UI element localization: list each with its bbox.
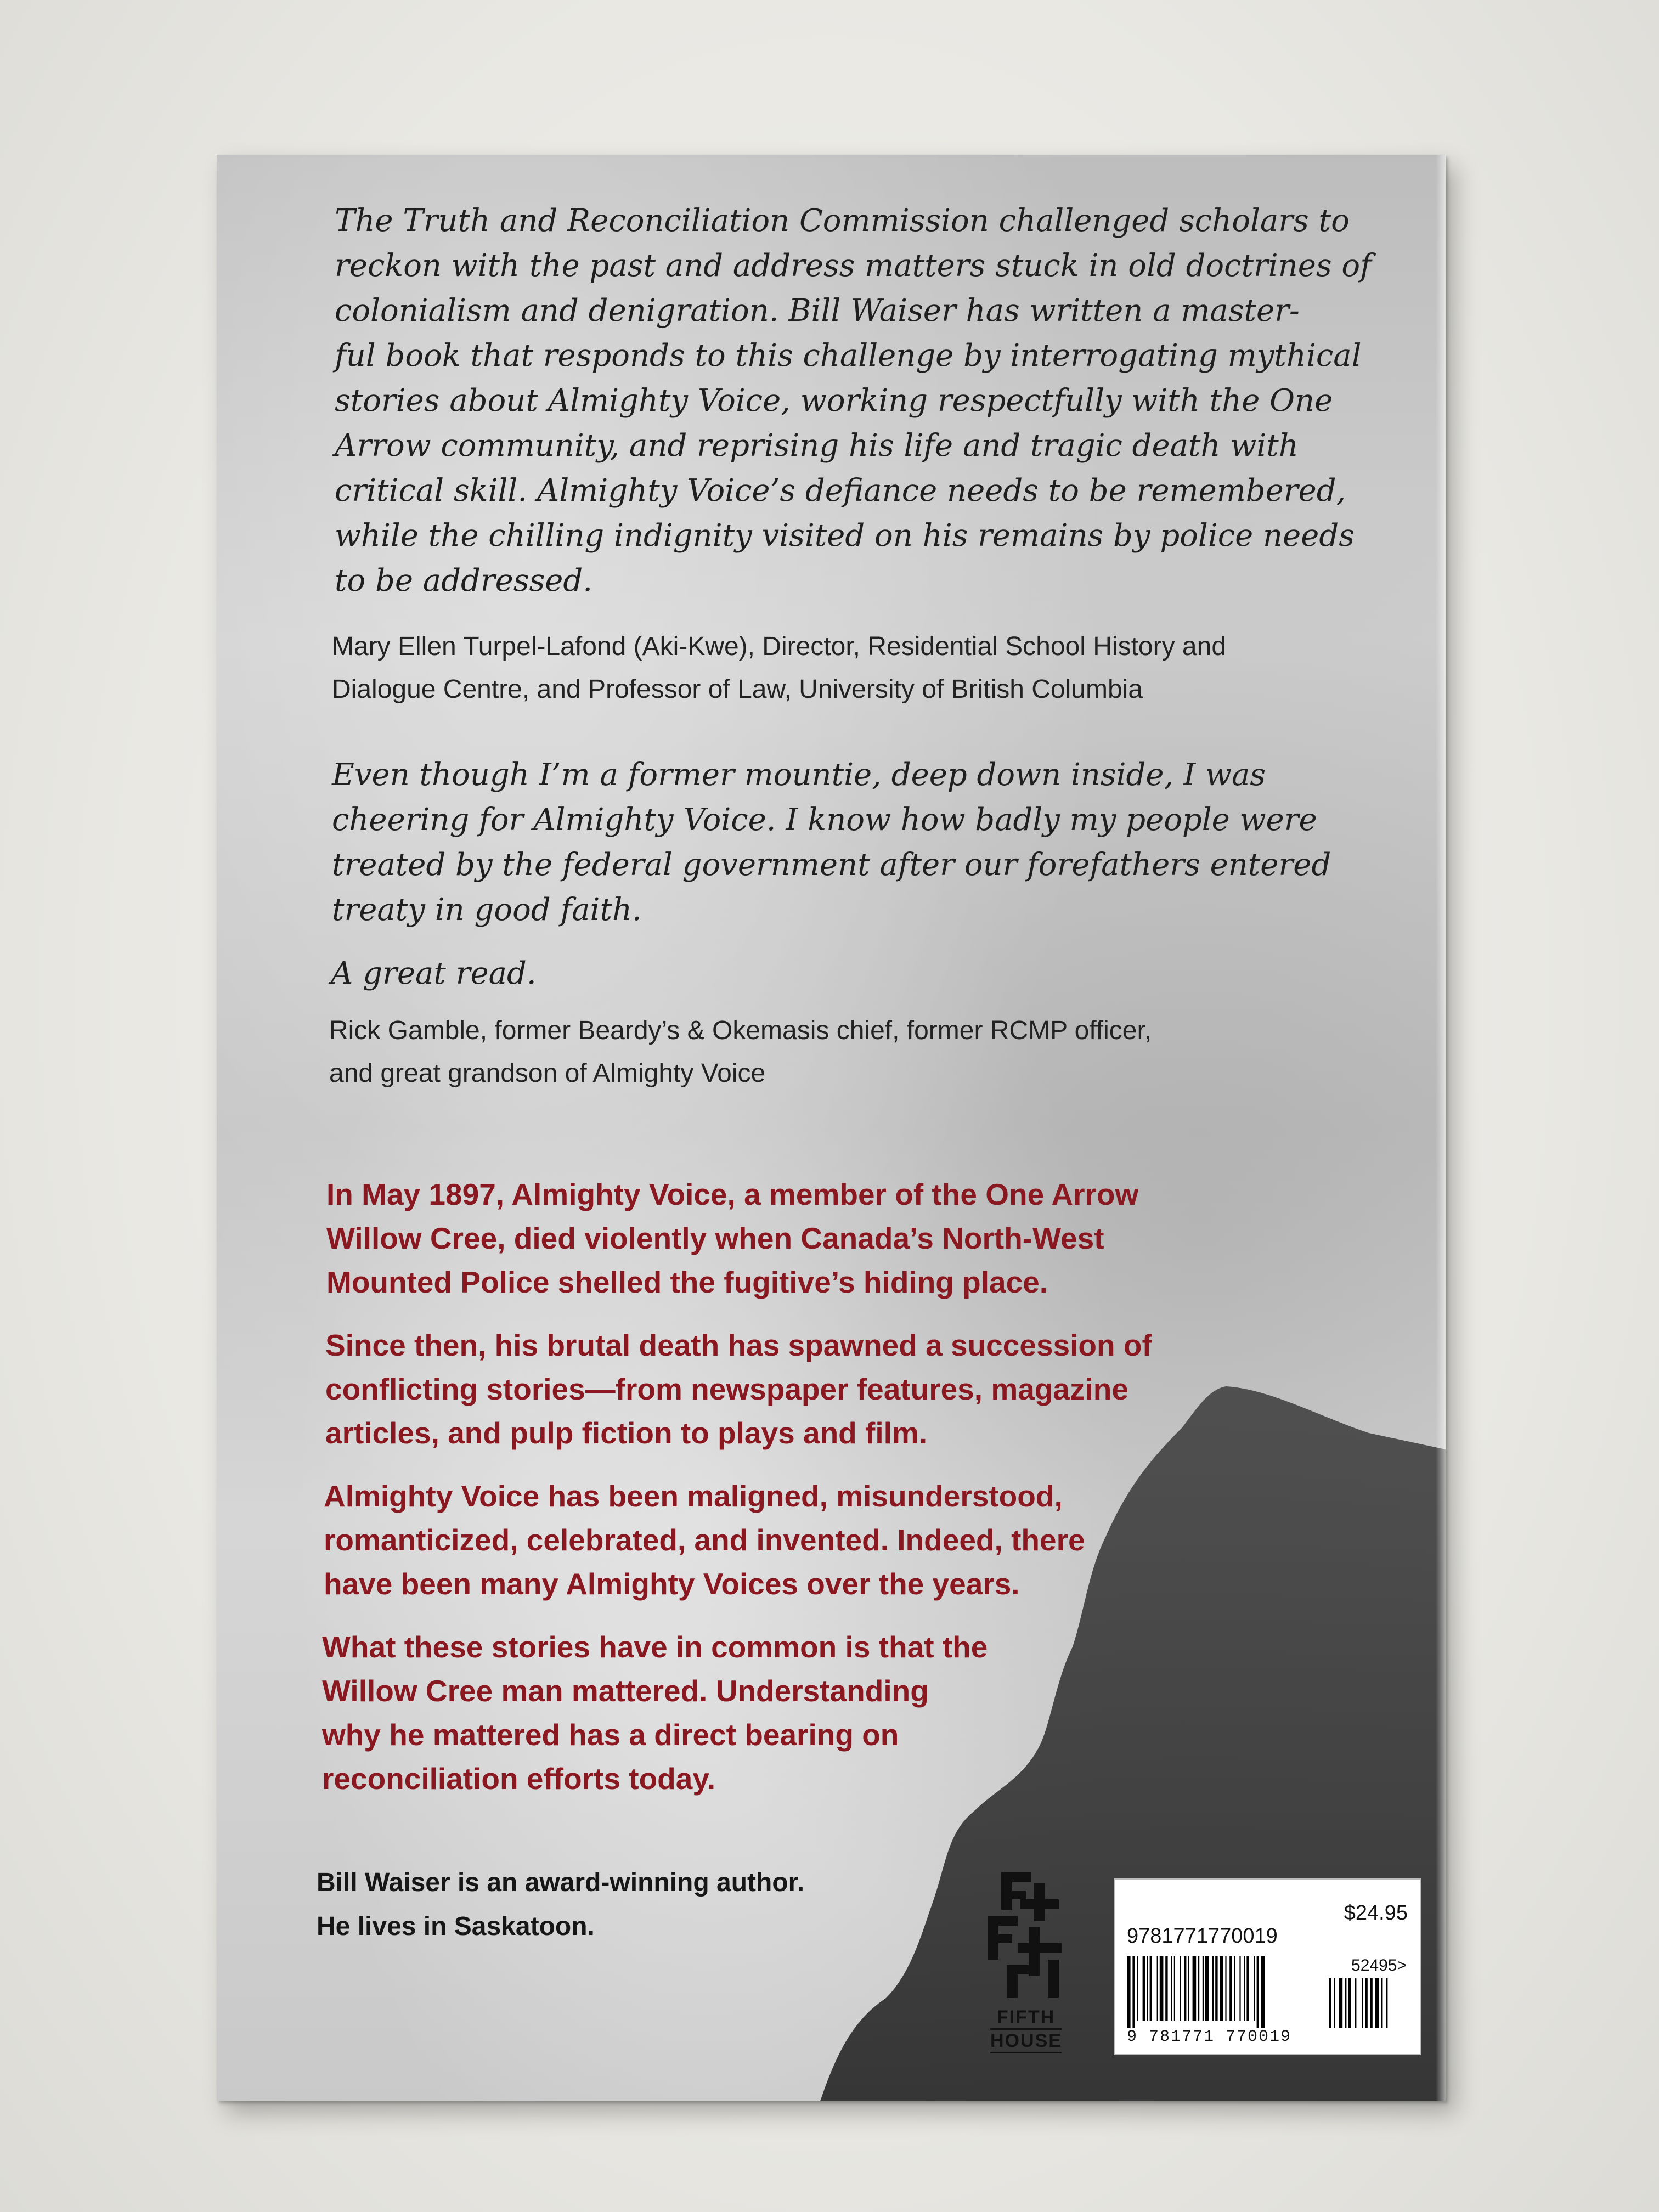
barcode-bar <box>1225 1956 1226 2021</box>
addon-bar <box>1355 1978 1356 2028</box>
attribution-line: Dialogue Centre, and Professor of Law, University of British Columbia <box>332 675 1143 704</box>
barcode-bar <box>1198 1956 1199 2021</box>
book-spine-edge <box>1436 155 1446 2101</box>
quote-2-great-read: A great read. <box>331 956 537 991</box>
quote-1-line: reckon with the past and address matters stuck in old doctrines of <box>335 248 1372 284</box>
barcode-bar <box>1244 1956 1245 2021</box>
addon-bar <box>1362 1978 1363 2028</box>
fifth-house-emblem-icon <box>979 1866 1073 2004</box>
barcode-bar <box>1261 1956 1265 2028</box>
addon-bar <box>1334 1978 1335 2028</box>
barcode-bar <box>1137 1956 1138 2021</box>
quote-2 <box>332 753 1331 933</box>
publisher-logo <box>979 1866 1073 2053</box>
barcode-bar <box>1184 1956 1186 2021</box>
addon-bar <box>1370 1978 1373 2028</box>
barcode-bar <box>1193 1956 1197 2021</box>
blurb-line: articles, and pulp fiction to plays and film. <box>325 1416 928 1450</box>
price: $24.95 <box>1344 1901 1408 1925</box>
quote-1-line: critical skill. Almighty Voice’s defiance needs to be remembered, <box>335 473 1346 509</box>
blurb-line: Since then, his brutal death has spawned a succession of <box>325 1328 1152 1362</box>
quote-1-line: to be addressed. <box>335 563 593 599</box>
barcode-bar <box>1234 1956 1235 2021</box>
barcode-bar <box>1165 1956 1167 2021</box>
barcode-bar <box>1150 1956 1152 2021</box>
book-back-cover <box>217 155 1446 2101</box>
blurb-line: In May 1897, Almighty Voice, a member of the One Arrow <box>326 1177 1139 1211</box>
addon-bar <box>1386 1978 1387 2028</box>
barcode-bar <box>1220 1956 1223 2021</box>
barcode-bar <box>1157 1956 1158 2021</box>
blurb-line: Willow Cree man mattered. Understanding <box>322 1674 929 1708</box>
barcode-bar <box>1257 1956 1259 2028</box>
quote-1 <box>335 199 1372 603</box>
isbn-number: 9781771770019 <box>1127 1925 1278 1948</box>
quote-1-line: The Truth and Reconciliation Commission challenged scholars to <box>335 203 1350 239</box>
quote-2-line: treated by the federal government after our forefathers entered <box>332 847 1331 883</box>
barcode-bar <box>1143 1956 1145 2021</box>
blurb-line: romanticized, celebrated, and invented. Indeed, there <box>324 1523 1085 1557</box>
barcode-bar <box>1254 1956 1255 2021</box>
quote-1-line: colonialism and denigration. Bill Waiser has written a master- <box>335 293 1300 329</box>
addon-bar <box>1348 1978 1351 2028</box>
quote-2-extra <box>331 951 537 996</box>
barcode-bars <box>1127 1956 1313 2028</box>
quote-1-line: ful book that responds to this challenge by interrogating mythical <box>335 338 1362 374</box>
blurb-line: Willow Cree, died violently when Canada’s North-West <box>326 1221 1104 1255</box>
barcode-bar <box>1239 1956 1240 2021</box>
barcode-bar <box>1174 1956 1175 2021</box>
barcode-bar <box>1180 1956 1181 2021</box>
barcode-bar <box>1127 1956 1131 2028</box>
price-addon-code: 52495> <box>1351 1956 1407 1974</box>
barcode-bar <box>1203 1956 1204 2021</box>
attribution-line: and great grandson of Almighty Voice <box>329 1059 766 1088</box>
quote-2-line: treaty in good faith. <box>332 892 642 928</box>
barcode-label <box>1114 1878 1421 2055</box>
blurb-line: Mounted Police shelled the fugitive’s hiding place. <box>326 1265 1048 1299</box>
addon-bar <box>1381 1978 1383 2028</box>
author-bio-line: Bill Waiser is an award-winning author. <box>317 1868 805 1897</box>
quote-1-line: stories about Almighty Voice, working respectfully with the One <box>335 383 1333 419</box>
barcode-bar <box>1147 1956 1148 2021</box>
quote-1-line: Arrow community, and reprising his life and tragic death with <box>335 428 1299 464</box>
blurb-line: why he mattered has a direct bearing on <box>322 1718 899 1752</box>
blurb-line: reconciliation efforts today. <box>322 1762 716 1796</box>
publisher-name-line1: FIFTH <box>996 2007 1056 2028</box>
blurb-line: conflicting stories—from newspaper features, magazine <box>325 1372 1128 1406</box>
author-bio-line: He lives in Saskatoon. <box>317 1912 595 1941</box>
blurb-paragraph-3 <box>324 1474 1085 1606</box>
blurb-paragraph-2 <box>325 1323 1152 1455</box>
blurb-line: What these stories have in common is that the <box>322 1630 988 1664</box>
barcode-bar <box>1229 1956 1232 2021</box>
barcode-bar <box>1188 1956 1189 2021</box>
addon-barcode-bars <box>1329 1978 1411 2028</box>
quote-1-attribution <box>332 625 1226 711</box>
attribution-line: Rick Gamble, former Beardy’s & Okemasis chief, former RCMP officer, <box>329 1016 1152 1045</box>
blurb-line: have been many Almighty Voices over the years. <box>324 1567 1020 1601</box>
addon-bar <box>1375 1978 1379 2028</box>
blurb-paragraph-1 <box>326 1172 1138 1304</box>
barcode-bar <box>1160 1956 1164 2021</box>
addon-bar <box>1339 1978 1342 2028</box>
publisher-name-line2: HOUSE <box>990 2028 1062 2053</box>
barcode-bar <box>1212 1956 1214 2021</box>
addon-bar <box>1365 1978 1368 2028</box>
quote-2-line: Even though I’m a former mountie, deep down inside, I was <box>332 757 1266 793</box>
addon-bar <box>1345 1978 1346 2028</box>
blurb-paragraph-4 <box>322 1625 988 1801</box>
barcode-bar <box>1205 1956 1209 2021</box>
barcode-bar <box>1215 1956 1217 2021</box>
barcode-bar <box>1246 1956 1249 2021</box>
quote-2-attribution <box>329 1009 1152 1095</box>
isbn-human-readable: 9 781771 770019 <box>1127 2028 1292 2046</box>
barcode-bar <box>1132 1956 1135 2028</box>
author-bio <box>317 1861 804 1949</box>
barcode-bar <box>1171 1956 1172 2021</box>
attribution-line: Mary Ellen Turpel-Lafond (Aki-Kwe), Director, Residential School History and <box>332 632 1227 661</box>
quote-2-line: cheering for Almighty Voice. I know how badly my people were <box>332 802 1317 838</box>
quote-1-line: while the chilling indignity visited on his remains by police needs <box>335 518 1355 554</box>
addon-bar <box>1329 1978 1331 2028</box>
blurb-line: Almighty Voice has been maligned, misunderstood, <box>324 1479 1063 1513</box>
